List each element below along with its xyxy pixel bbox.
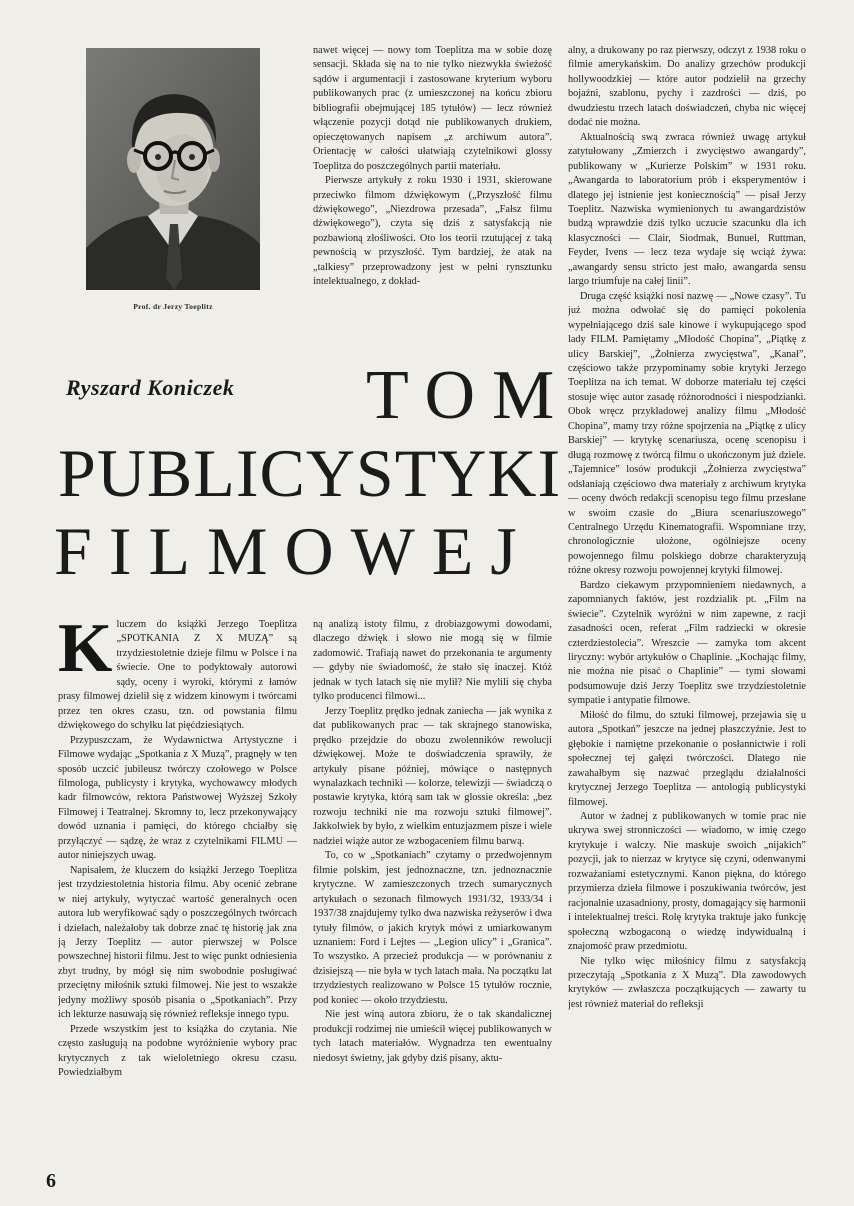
column-2-bottom (313, 618, 552, 1158)
paragraph: Autor w żadnej z publikowanych w tomie prac nie ukrywa swej stronniczości — wiadomo, w imię czego krytykuje i walczy. Nie maskuje swoich „nijakich” pozycji, jak to nierzaz w krytyce się czyni, odenwanymi rozważaniami estetycznymi. Kanon piękna, do którego przymierza dzieła filmowe i poszukiwania twórców, jest racjonalnie uzasadniony, prosty, domagający się harmonii i intelektualnej treści. Rolę krytyka traktuje jako funkcję społeczną wzbogaconą o wiedzę indywidualną i znajomość praw przedmiotu. (568, 811, 806, 953)
photo-caption: Prof. dr Jerzy Toeplitz (133, 302, 213, 311)
paragraph: Przede wszystkim jest to książka do czytania. Nie często zasługują na podobne wyróżnienie wybory prac krytycznych z tak wieloletniego okresu czasu. Powiedziałbym (58, 1023, 297, 1079)
paragraph: ną analizą istoty filmu, z drobiazgowymi dowodami, dlaczego dźwięk i słowo nie mogą się w filmie zadomowić. Trafiają nawet do przekonania te argumenty — gdyby nie świadomość, że stało się inaczej. Któż jednak w tych latach się nie mylił? Nie mylili się chyba tylko producenci filmowi... (313, 619, 552, 703)
column-1 (58, 618, 297, 1158)
paragraph: Nie tylko więc miłośnicy filmu z satysfakcją przeczytają „Spotkania z X Muzą”. Dla zawodowych krytyków — zwłaszcza początkujących — zawarty tu jest również materiał do refleksji (568, 955, 806, 1010)
paragraph: Napisałem, że kluczem do książki Jerzego Toeplitza jest trzydziestoletnia historia filmu. Aby ocenić zebrane w niej artykuły, wytyczać wartość generalnych ocen autora lub weryfikować sądy o poszczególnych twórcach i dziełach, należałoby tak dobrze znać tę historię jak zna ją Jerzy Toeplitz — autor pierwszej w Polsce powszechnej historii filmu. Jest to więc punkt odniesienia zbyt trudny, by mógł się nim swobodnie posługiwać przeciętny miłośnik sztuki filmowej. Nie jest to wszakże jedyny możliwy sposób pisania o „Spotkaniach”. Przy ich lekturze nasuwają się również refleksje innego typu. (58, 864, 297, 1021)
column-3 (568, 44, 806, 1162)
title-line-1: TOM (366, 357, 572, 434)
page-number: 6 (46, 1170, 56, 1192)
author-name: Ryszard Koniczek (66, 375, 235, 400)
paragraph: Bardzo ciekawym przypomnieniem niedawnych, a zapomnianych faktów, jest rozdzialik pt. „Film na świecie”. Czytelnik wyróżni w nim zapewne, z racji zasadności ocen, referat „Film radziecki w okresie czterdziestolecia”. Wreszcie — zamyka tom akcent liryczny: wybór artykułów o Chaplinie. „Kochając filmy, nie można nie pisać o Chaplinie” — tymi słowami podsumowuje dziś Jerzy Toeplitz swe trzydziestoletnie sympatie i antypatie filmowe. (568, 579, 806, 707)
portrait-photo (86, 48, 260, 290)
paragraph: To, co w „Spotkaniach” czytamy o przedwojennym filmie polskim, jest jednoznaczne, tzn. jednoznacznie krytyczne. W zamieszczonych trzech sumarycznych artykułach o sezonach filmowych 1931/32, 1933/34 i 1937/38 znajdujemy tylko dwa nazwiska reżyserów i dwa tytuły filmów, o jakich krytyk mówi z umiarkowanym uznaniem: Ford i Lejtes — „Legion ulicy” i „Granica”. To wszystko. A przecież produkcja — w porównaniu z dzisiejszą — nie była w tych latach mała. Na początku lat trzydziestych realizowano w Polsce 15 tytułów rocznie, pod koniec — około trzydziestu. (313, 850, 552, 1006)
paragraph: Nie jest winą autora zbioru, że o tak skandalicznej produkcji rodzimej nie umieścił więcej publikowanych w tych latach materiałów. Wygnadrza ten ewentualny niedosyt świetny, jak gdyby dziś pisany, aktu- (313, 1009, 552, 1064)
drop-cap: K (58, 618, 113, 687)
title-line-2: PUBLICYSTYKI (58, 435, 562, 511)
column-2-top (313, 44, 552, 349)
paragraph: Przypuszczam, że Wydawnictwa Artystyczne i Filmowe wydając „Spotkania z X Muzą”, pragnęły w ten sposób uczcić jubileusz twórczy czołowego w Polsce filmologa, publicysty i krytyka, wychowawcy młodych kadr filmowców, rektora Państwowej Wyższej Szkoły Filmowej i Teatralnej. Skromny to, lecz przekonywający dowód uznania i pamięci, do którego chciałby się przyłączyć — sądzę, że wraz z czytelnikami FILMU — autor niniejszych uwag. (58, 734, 297, 862)
paragraph: alny, a drukowany po raz pierwszy, odczyt z 1938 roku o filmie amerykańskim. Do analizy grzechów produkcji hollywoodzkiej — które autor podzielił na grzechy bojaźni, szablonu, pychy i zazdrości — dziś, po dwudziestu trzech latach doświadczeń, chyba nic więcej dodać nie można. (568, 45, 806, 129)
paragraph: Miłość do filmu, do sztuki filmowej, przejawia się u autora „Spotkań” jeszcze na jednej płaszczyźnie. Jest to głębokie i namiętne przekonanie o posłannictwie i roli społecznej tej gałęzi twórczości. Dlatego nie zawahałbym się nazwać przeglądu działalności krytycznej Jerzego Toeplitza — antologią publicystyki filmowej. (568, 709, 806, 808)
paragraph: luczem do książki Jerzego Toeplitza „SPOTKANIA Z X MUZĄ” są trzydziestoletnie dzieje filmu w Polsce i na świecie. One to podyktowały autorowi sądy, oceny i wyroki, którymi z łamów prasy filmowej dzielił się z widzem kinowym i twórcami przez ten okres czasu, tzn. od powstania filmu dźwiękowego do schyłku lat pięćdziesiątych. (58, 619, 297, 732)
paragraph: Aktualnością swą zwraca również uwagę artykuł zatytułowany „Zmierzch i zwycięstwo awangardy”, publikowany w „Kurierze Polskim” w 1931 roku. „Awangarda to laboratorium prób i eksperymentów i dlatego jej istnienie jest koniecznością” — pisał Jerzy Toeplitz. Nazwiska wymienionych tu awangardzistów budzą wprawdzie dziś tylko uczucie szacunku dla ich klasyczności — Clair, Siodmak, Bunuel, Ruttman, Feyder, Ivens — lecz teza wydaje się wciąż żywa: „awangardy sensu stricto jest mało, awangarda sensu largo triumfuje na całej linii”. (568, 131, 806, 288)
paragraph: Pierwsze artykuły z roku 1930 i 1931, skierowane przeciwko filmom dźwiękowym („Przyszłość filmu dźwiękowego”, „Niezdrowa przesada”, „Fałsz filmu dźwiękowego”), czyta się dziś z satysfakcją nie pozbawioną złośliwości. Oto los teorii rzutującej z taką pewnością w przyszłość. Tym bardziej, że atak na „talkiesy” przeprowadzony jest w pełni rynsztunku intelektualnego, z dokład- (313, 175, 552, 288)
paragraph: Druga część książki nosi nazwę — „Nowe czasy”. Tu już można odwołać się do pamięci pokolenia wypełniającego dziś sale kinowe i wykupującego spod lady FILM. Pamiętamy „Młodość Chopina”, „Piątkę z ulicy Barskiej”, „Żołnierza zwycięstwa”, „Kanał”, częściowo także przypominamy sobie krytyki Jerzego Toeplitza na ich temat. W doborze materiału tej części stosuje więc autor zasadę różnorodności i niespodzianki. Obok wręcz przykładowej analizy filmu „Młodość Chopina”, mamy trzy różne spojrzenia na „Piątkę z ulicy Barskiej” — krytykę scenariusza, ocenę scenopisu i długą rozmowę z twórcą filmu o ukończonym już dziele. „Tajemnice” losów produkcji „Żołnierza zwycięstwa” odsłaniają częściowo dwa materiały z archiwum krytyka — oceny dwóch redakcji scenopisu tego filmu przesłane w swoim czasie do „Biura scenariuszowego” Centralnego Urzędu Kinematografii. Wspomniane trzy, chronologicznie ułożone, ogólniejsze oceny powojennego filmu polskiego dobrze charakteryzują różne okresy rozwoju powojennej krytyki filmowej. (568, 290, 806, 577)
paragraph: Jerzy Toeplitz prędko jednak zaniecha — jak wynika z dat publikowanych prac — tak skrajnego stanowiska, prędko przejdzie do obozu zwolenników rewolucji dźwiękowej. Może te doświadczenia sprawiły, że artykuły pisane później, mówiące o następnych wynalazkach techniki — kolorze, telewizji — świadczą o postawie krytyka, którą sam tak w glossie określa: „bez rozwoju techniki nie ma rozwoju sztuki filmowej”. Jakkolwiek by było, z wielkim entuzjazmem pisze i wiele nadziei wiąże autor ze wzbogaceniem filmu barwą. (313, 705, 552, 847)
portrait-image (86, 48, 260, 290)
paragraph: nawet więcej — nowy tom Toeplitza ma w sobie dozę sensacji. Składa się na to nie tylko niezwykła świeżość sądów i argumentacji i zastosowane kryterium wyboru publikowanych prac (z umieszczonej na końcu zbioru bibliografii obejmującej 185 tytułów) — lecz również włączenie pozycji dotąd nie publikowanych drukiem, opieczętowanych napisem „z archiwum autora”. Orientację w całości ułatwiają czytelnikowi glossy Toeplitza do poszczególnych partii materiału. (313, 45, 552, 172)
title-line-3: FILMOWEJ (54, 513, 534, 589)
